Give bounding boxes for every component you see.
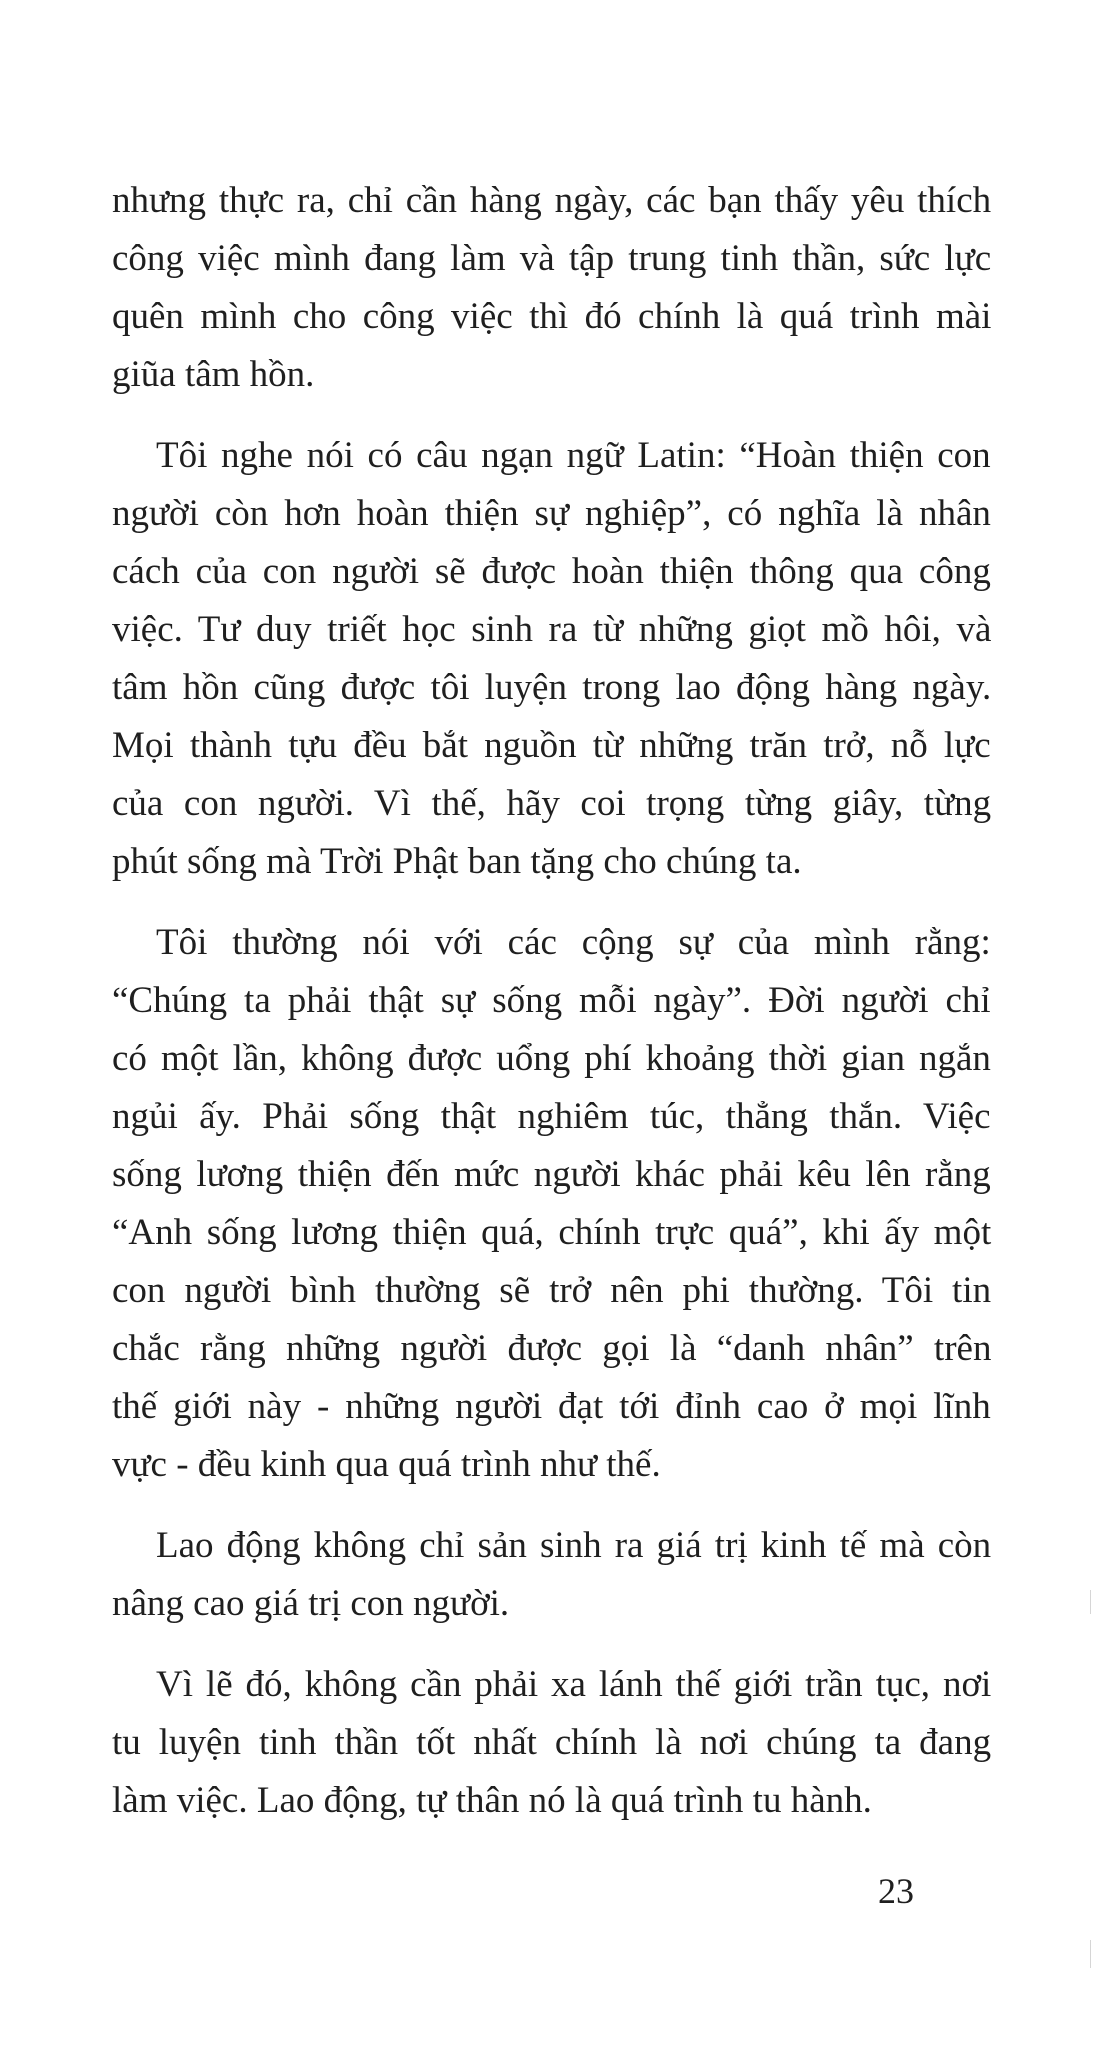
text-line: cách của con người sẽ được hoàn thiện thông qua công <box>112 551 991 592</box>
scan-edge-mark <box>1090 1940 1091 1968</box>
text-line: tâm hồn cũng được tôi luyện trong lao động hàng ngày. <box>112 667 992 708</box>
text-line: của con người. Vì thế, hãy coi trọng từng giây, từng <box>112 783 992 824</box>
text-line: nhưng thực ra, chỉ cần hàng ngày, các bạn thấy yêu thích <box>112 180 992 221</box>
text-line: giũa tâm hồn. <box>112 354 315 395</box>
text-line: Tôi nghe nói có câu ngạn ngữ Latin: “Hoàn thiện con <box>156 435 991 476</box>
text-line: người còn hơn hoàn thiện sự nghiệp”, có nghĩa là nhân <box>112 493 991 534</box>
text-line: con người bình thường sẽ trở nên phi thường. Tôi tin <box>112 1270 992 1311</box>
text-line: Lao động không chỉ sản sinh ra giá trị kinh tế mà còn <box>156 1525 992 1566</box>
text-line: làm việc. Lao động, tự thân nó là quá trình tu hành. <box>112 1780 872 1821</box>
text-line: có một lần, không được uổng phí khoảng thời gian ngắn <box>112 1038 991 1079</box>
text-line: “Anh sống lương thiện quá, chính trực quá”, khi ấy một <box>112 1212 992 1253</box>
text-line: Mọi thành tựu đều bắt nguồn từ những trăn trở, nỗ lực <box>112 725 991 766</box>
text-line: “Chúng ta phải thật sự sống mỗi ngày”. Đời người chỉ <box>112 980 991 1021</box>
text-line: việc. Tư duy triết học sinh ra từ những giọt mồ hôi, và <box>112 609 992 650</box>
text-line: vực - đều kinh qua quá trình như thế. <box>112 1444 661 1485</box>
text-line: quên mình cho công việc thì đó chính là quá trình mài <box>112 296 992 337</box>
text-line: chắc rằng những người được gọi là “danh nhân” trên <box>112 1328 992 1369</box>
text-line: nâng cao giá trị con người. <box>112 1583 510 1624</box>
text-line: tu luyện tinh thần tốt nhất chính là nơi chúng ta đang <box>112 1722 992 1763</box>
text-line: ngủi ấy. Phải sống thật nghiêm túc, thẳng thắn. Việc <box>112 1096 991 1137</box>
text-line: Vì lẽ đó, không cần phải xa lánh thế giới trần tục, nơi <box>156 1664 992 1705</box>
text-line: sống lương thiện đến mức người khác phải kêu lên rằng <box>112 1154 991 1195</box>
scan-edge-mark <box>1090 1590 1091 1614</box>
text-line: thế giới này - những người đạt tới đỉnh cao ở mọi lĩnh <box>112 1386 991 1427</box>
page-number: 23 <box>878 1871 914 1911</box>
text-line: phút sống mà Trời Phật ban tặng cho chúng ta. <box>112 841 802 882</box>
text-line: công việc mình đang làm và tập trung tinh thần, sức lực <box>112 238 992 279</box>
text-line: Tôi thường nói với các cộng sự của mình rằng: <box>156 922 991 963</box>
